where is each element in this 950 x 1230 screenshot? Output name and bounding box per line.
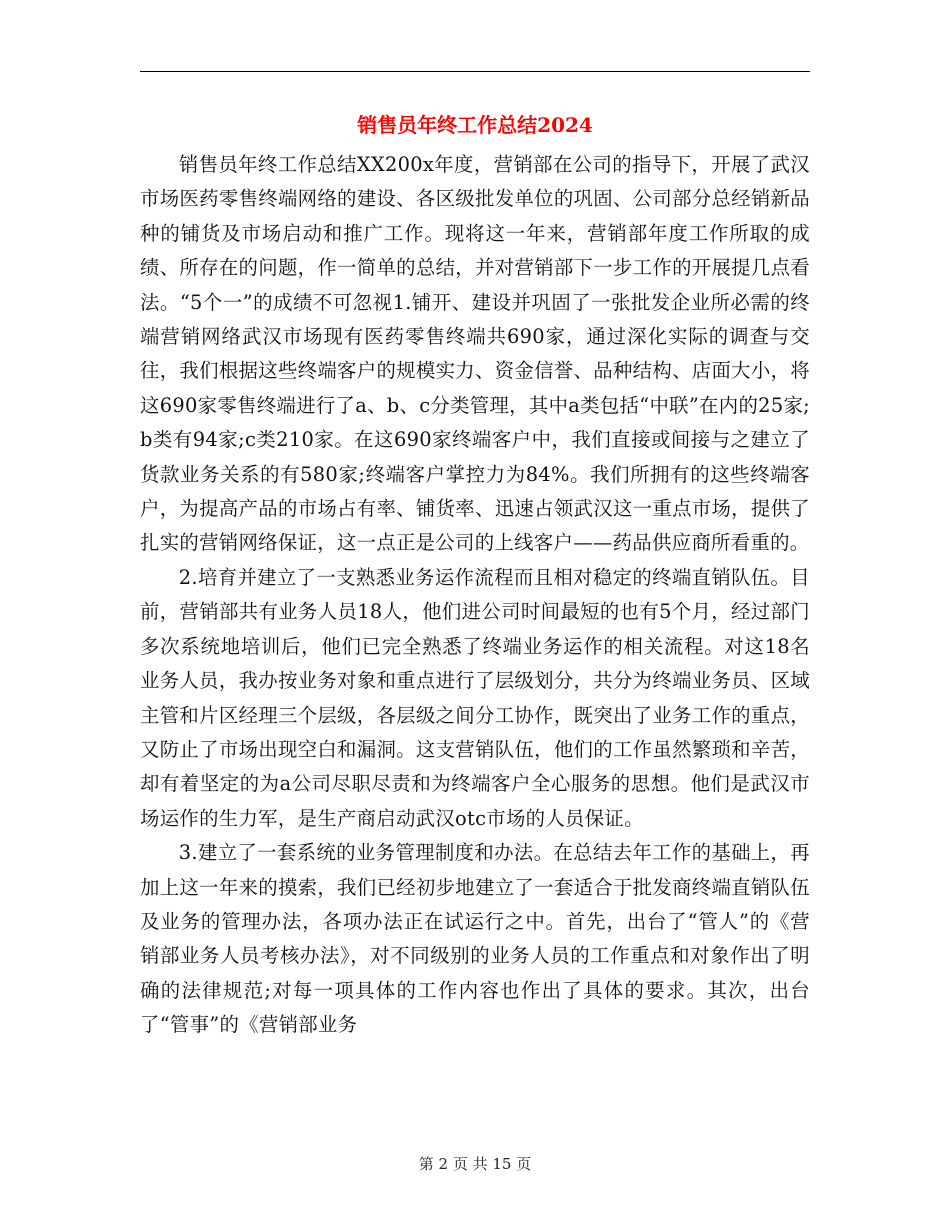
header-rule: [140, 71, 810, 72]
paragraph-management-system: 3.建立了一套系统的业务管理制度和办法。在总结去年工作的基础上，再加上这一年来的摸索，我们已经初步地建立了一套适合于批发商终端直销队伍及业务的管理办法，各项办法正在试运行之中。首先，出台了“管人”的《营销部业务人员考核办法》，对不同级别的业务人员的工作重点和对象作出了明确的法律规范;对每一项具体的工作内容也作出了具体的要求。其次，出台了“管事”的《营销部业务: [140, 841, 810, 1037]
paragraph-sales-team: 2.培育并建立了一支熟悉业务运作流程而且相对稳定的终端直销队伍。目前，营销部共有业务人员18人，他们进公司时间最短的也有5个月，经过部门多次系统地培训后，他们已完全熟悉了终端业务运作的相关流程。对这18名业务人员，我办按业务对象和重点进行了层级划分，共分为终端业务员、区域主管和片区经理三个层级，各层级之间分工协作，既突出了业务工作的重点，又防止了市场出现空白和漏洞。这支营销队伍，他们的工作虽然繁琐和辛苦，却有着坚定的为a公司尽职尽责和为终端客户全心服务的思想。他们是武汉市场运作的生力军，是生产商启动武汉otc市场的人员保证。: [140, 565, 810, 830]
document-title: 销售员年终工作总结2024: [357, 113, 593, 137]
document-body: [140, 148, 810, 1043]
page-number: 第 2 页 共 15 页: [418, 1155, 532, 1173]
paragraph-intro: 销售员年终工作总结XX200x年度，营销部在公司的指导下，开展了武汉市场医药零售终端网络的建设、各区级批发单位的巩固、公司部分总经销新品种的铺货及市场启动和推广工作。现将这一年来，营销部年度工作所取的成绩、所存在的问题，作一简单的总结，并对营销部下一步工作的开展提几点看法。“5个一”的成绩不可忽视1.铺开、建设并巩固了一张批发企业所必需的终端营销网络武汉市场现有医药零售终端共690家，通过深化实际的调查与交往，我们根据这些终端客户的规模实力、资金信誉、品种结构、店面大小，将这690家零售终端进行了a、b、c分类管理，其中a类包括“中联”在内的25家;b类有94家;c类210家。在这690家终端客户中，我们直接或间接与之建立了货款业务关系的有580家;终端客户掌控力为84%。我们所拥有的这些终端客户，为提高产品的市场占有率、铺货率、迅速占领武汉这一重点市场，提供了扎实的营销网络保证，这一点正是公司的上线客户——药品供应商所看重的。: [140, 153, 810, 555]
